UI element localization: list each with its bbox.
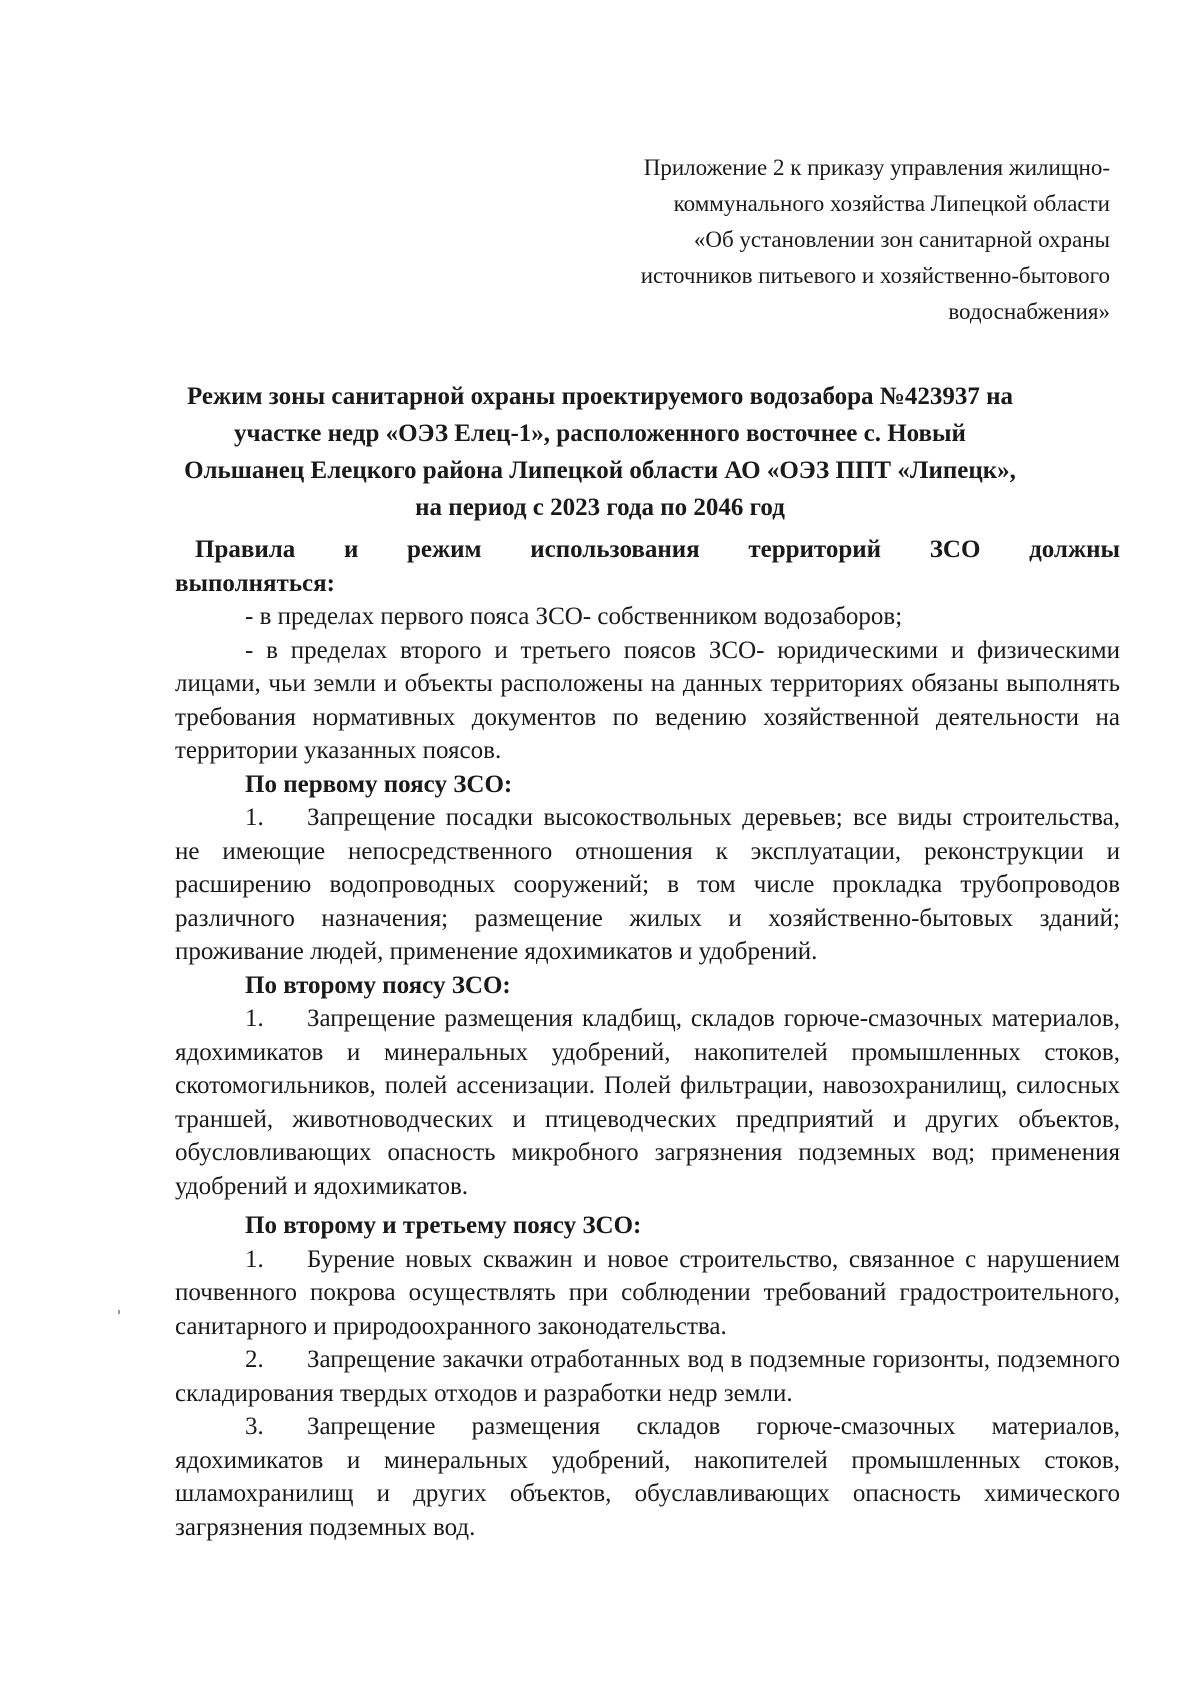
list-item	[175, 1002, 1120, 1203]
section-heading-belt2: По второму поясу ЗСО:	[245, 971, 511, 999]
appendix-reference	[550, 150, 1110, 330]
list-item-number: 1.	[245, 1245, 264, 1273]
title-line: участке недр «ОЭЗ Елец-1», расположенного восточнее с. Новый	[234, 420, 966, 447]
title-line: на период с 2023 года по 2046 год	[415, 494, 785, 521]
appendix-line: коммунального хозяйства Липецкой области	[673, 191, 1110, 216]
section-heading-belt23: По второму и третьему поясу ЗСО:	[245, 1212, 642, 1239]
list-item	[175, 1410, 1120, 1544]
scan-speck	[118, 1310, 120, 1314]
appendix-line: Приложение 2 к приказу управления жилищно-	[643, 155, 1110, 180]
list-item	[175, 1343, 1120, 1410]
rules-intro-first-line: Правила и режим использования территорий ЗСО должны	[195, 536, 1120, 563]
title-line: Режим зоны санитарной охраны проектируемого водозабора №423937 на	[186, 383, 1014, 410]
appendix-line: «Об установлении зон санитарной охраны	[693, 227, 1110, 252]
rules-intro-rest: выполняться:	[175, 569, 335, 597]
section-heading-belt1: По первому поясу ЗСО:	[245, 770, 513, 798]
list-item-text: Бурение новых скважин и новое строительство, связанное с нарушением почвенного покрова осуществлять при соблюдении требований градостроительного, санитарного и природоохранного законодательства.	[175, 1245, 1120, 1340]
list-item-text: Запрещение размещения складов горюче-смазочных материалов, ядохимикатов и минеральных удобрений, накопителей промышленных стоков, шламохранилищ и других объектов, обуславливающих опасность химического загрязнения подземных вод.	[175, 1413, 1120, 1541]
rules-intro	[175, 533, 1120, 600]
list-item-text: Запрещение размещения кладбищ, складов горюче-смазочных материалов, ядохимикатов и минеральных удобрений, накопителей промышленных стоков, скотомогильников, полей ассенизации. Полей фильтрации, навозохранилищ, силосных траншей, животноводческих и птицеводческих предприятий и других объектов, обусловливающих опасность микробного загрязнения подземных вод; применения удобрений и ядохимикатов.	[175, 1005, 1120, 1200]
rules-item-second-third-belt: - в пределах второго и третьего поясов ЗСО- юридическими и физическими лицами, чьи земли и объекты расположены на данных территориях обязаны выполнять требования нормативных документов по ведению хозяйственной деятельности на территории указанных поясов.	[175, 636, 1120, 764]
appendix-line: источников питьевого и хозяйственно-бытового	[640, 263, 1110, 288]
list-item-text: Запрещение закачки отработанных вод в подземные горизонты, подземного складирования твердых отходов и разработки недр земли.	[175, 1346, 1120, 1407]
list-item-number: 3.	[245, 1413, 264, 1440]
list-item-number: 2.	[245, 1346, 264, 1373]
document-body	[175, 533, 1120, 1544]
list-item-number: 1.	[245, 804, 264, 831]
list-item	[175, 1243, 1120, 1344]
list-item-text: Запрещение посадки высокоствольных деревьев; все виды строительства, не имеющие непосредственного отношения к эксплуатации, реконструкции и расширению водопроводных сооружений; в том числе прокладка трубопроводов различного назначения; размещение жилых и хозяйственно-бытовых зданий; проживание людей, применение ядохимикатов и удобрений.	[175, 804, 1120, 965]
title-line: Ольшанец Елецкого района Липецкой области АО «ОЭЗ ППТ «Липецк»,	[184, 457, 1016, 484]
appendix-line: водоснабжения»	[948, 299, 1110, 324]
list-item	[175, 801, 1120, 969]
document-title	[150, 378, 1050, 526]
list-item-number: 1.	[245, 1005, 264, 1032]
rules-item-first-belt: - в пределах первого пояса ЗСО- собственником водозаборов;	[245, 603, 903, 630]
